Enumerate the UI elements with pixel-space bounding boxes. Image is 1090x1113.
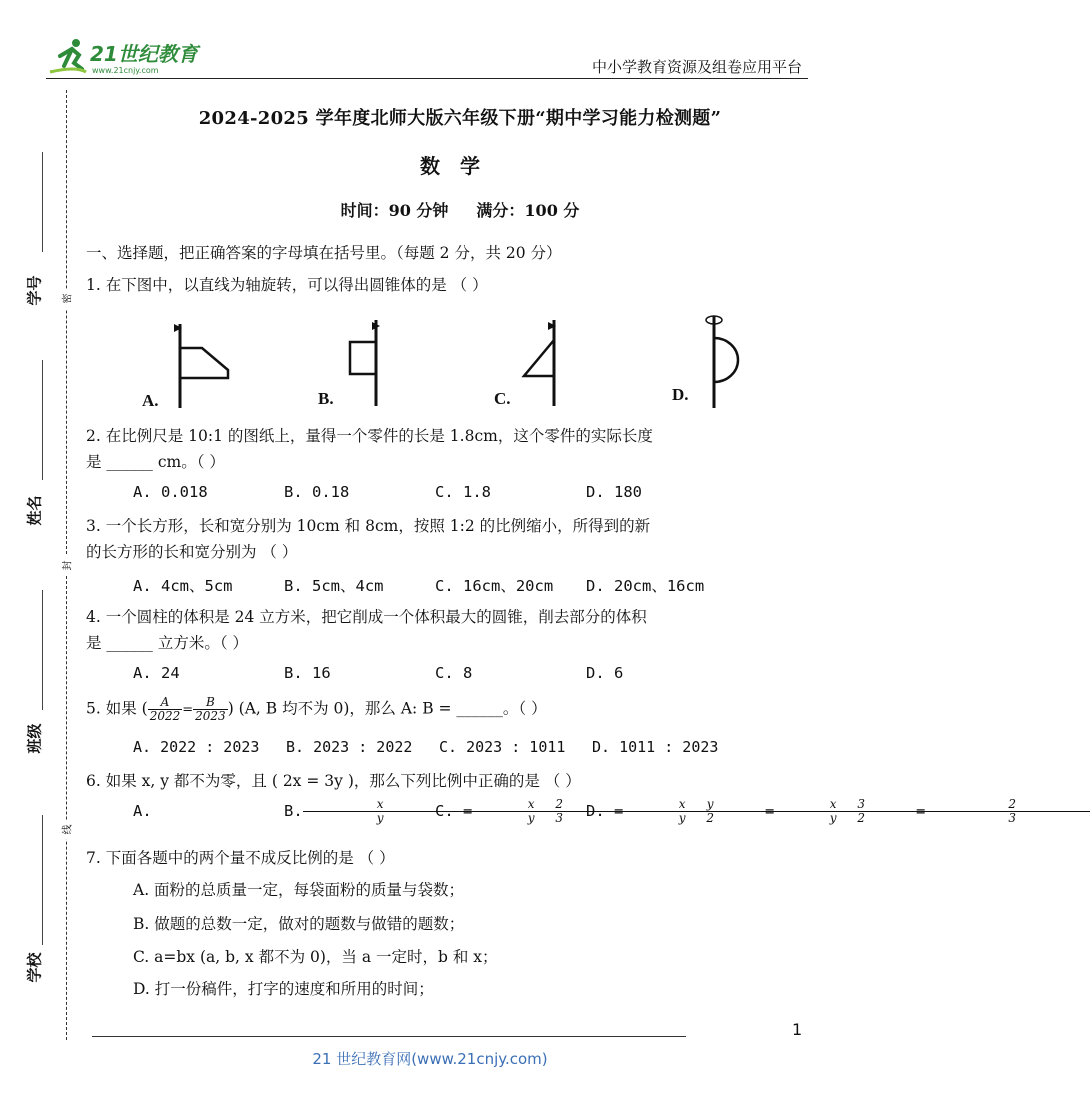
figure-a [140, 320, 250, 410]
question-3-options [133, 574, 737, 596]
question-2-options [133, 483, 737, 501]
fraction-a: $\frac{A}{2022}$ [149, 695, 181, 723]
figure-c-label: C. [494, 389, 511, 408]
question-1: 1. 在下图中，以直线为轴旋转，可以得出圆锥体的是 （ ） [86, 276, 488, 294]
option-b: B. 0.18 [284, 483, 350, 501]
option-a: A. 4cm、5cm [133, 577, 233, 595]
exam-meta [80, 198, 840, 221]
option-d: D. 20cm、16cm [586, 577, 705, 595]
question-4-line-2: 是 ______ 立方米。（ ） [86, 634, 249, 652]
student-id-line [42, 152, 43, 252]
student-name-label: 姓名 [25, 495, 44, 526]
figure-d [670, 312, 780, 410]
seal-mi: 密 [59, 289, 74, 309]
school-label: 学校 [25, 952, 44, 983]
question-3-line-1: 3. 一个长方形，长和宽分别为 10cm 和 8cm，按照 1:2 的比例缩小，所得到的新 [86, 517, 651, 535]
question-5-options [133, 738, 742, 756]
logo-text: 21世纪教育 [90, 42, 198, 66]
question-7-option-d: D. 打一份稿件，打字的速度和所用的时间； [133, 980, 434, 998]
option-c: C. 1.8 [435, 483, 491, 501]
runner-logo-icon [46, 36, 216, 78]
question-7: 7. 下面各题中的两个量不成反比例的是 （ ） [86, 849, 395, 867]
figure-d-label: D. [672, 385, 689, 404]
question-7-option-b: B. 做题的总数一定，做对的题数与做错的题数； [133, 915, 465, 933]
subject-title: 数学 [420, 154, 500, 178]
question-6-options [133, 797, 1016, 825]
option-b: B. 16 [284, 664, 331, 682]
option-c: C. 2023 : 1011 [439, 738, 566, 756]
figure-b-label: B. [318, 389, 334, 408]
question-2-line-1: 2. 在比例尺是 10:1 的图纸上，量得一个零件的长是 1.8cm，这个零件的实际长度 [86, 427, 653, 445]
question-2-line-2: 是 ______ cm。（ ） [86, 453, 225, 471]
footer-divider [92, 1036, 686, 1037]
figure-b [310, 316, 420, 410]
question-4-line-1: 4. 一个圆柱的体积是 24 立方米，把它削成一个体积最大的圆锥，削去部分的体积 [86, 608, 647, 626]
question-5: 5. 如果 ( $\frac{A}{2022}$ = $\frac{B}{2023}$ ) (A, B 均不为 0)，那么 A: B = ______。（ ） [86, 695, 547, 723]
option-d: D. 180 [586, 483, 642, 501]
section-heading: 一、选择题，把正确答案的字母填在括号里。（每题 2 分，共 20 分） [86, 244, 562, 262]
option-d: D. 1011 : 2023 [592, 738, 719, 756]
option-a: A. 24 [133, 664, 180, 682]
class-line [42, 590, 43, 710]
question-3-line-2: 的长方形的长和宽分别为 （ ） [86, 543, 298, 561]
option-c: C. $\frac{x}{y}$ = $\frac{3}{2}$ [435, 798, 586, 825]
seal-feng: 封 [59, 556, 74, 576]
page-number: 1 [792, 1020, 803, 1039]
svg-text:www.21cnjy.com: www.21cnjy.com [92, 66, 159, 75]
header-divider [46, 78, 808, 79]
footer-link[interactable]: 21 世纪教育网(www.21cnjy.com) [312, 1050, 548, 1068]
figure-a-label: A. [142, 391, 159, 410]
school-line [42, 815, 43, 945]
option-a: A. 2022 : 2023 [133, 738, 260, 756]
site-logo [46, 36, 216, 76]
option-b: B. $\frac{x}{y}$ = $\frac{y}{2}$ [284, 798, 435, 825]
seal-xian: 线 [59, 820, 74, 840]
platform-name: 中小学教育资源及组卷应用平台 [591, 58, 802, 76]
class-label: 班级 [25, 723, 44, 754]
figure-c [490, 316, 600, 410]
question-7-option-a: A. 面粉的总质量一定，每袋面粉的质量与袋数； [133, 881, 465, 899]
exam-time: 时间：90 分钟 [340, 201, 449, 220]
question-7-option-c: C. a=bx (a, b, x 都不为 0)，当 a 一定时，b 和 x； [133, 948, 498, 966]
option-a: A. $\frac{x}{y}$ = $\frac{2}{3}$ [133, 798, 284, 825]
option-c: C. 16cm、20cm [435, 577, 554, 595]
student-name-line [42, 360, 43, 480]
q1-figures [140, 312, 780, 412]
exam-title: 2024-2025 学年度北师大版六年级下册“期中学习能力检测题” [198, 108, 722, 129]
option-a: A. 0.018 [133, 483, 208, 501]
option-b: B. 5cm、4cm [284, 577, 384, 595]
question-6: 6. 如果 x, y 都不为零，且 ( 2x = 3y )，那么下列比例中正确的是 （ ） [86, 772, 581, 790]
question-4-options [133, 664, 737, 682]
option-c: C. 8 [435, 664, 473, 682]
student-id-label: 学号 [25, 275, 44, 306]
exam-score: 满分：100 分 [476, 201, 580, 220]
option-d: D. 6 [586, 664, 624, 682]
fraction-b: $\frac{B}{2023}$ [195, 695, 226, 723]
option-b: B. 2023 : 2022 [286, 738, 413, 756]
option-d: D. $\frac{x}{y}$ = $\frac{2}{3}$ [586, 798, 737, 825]
